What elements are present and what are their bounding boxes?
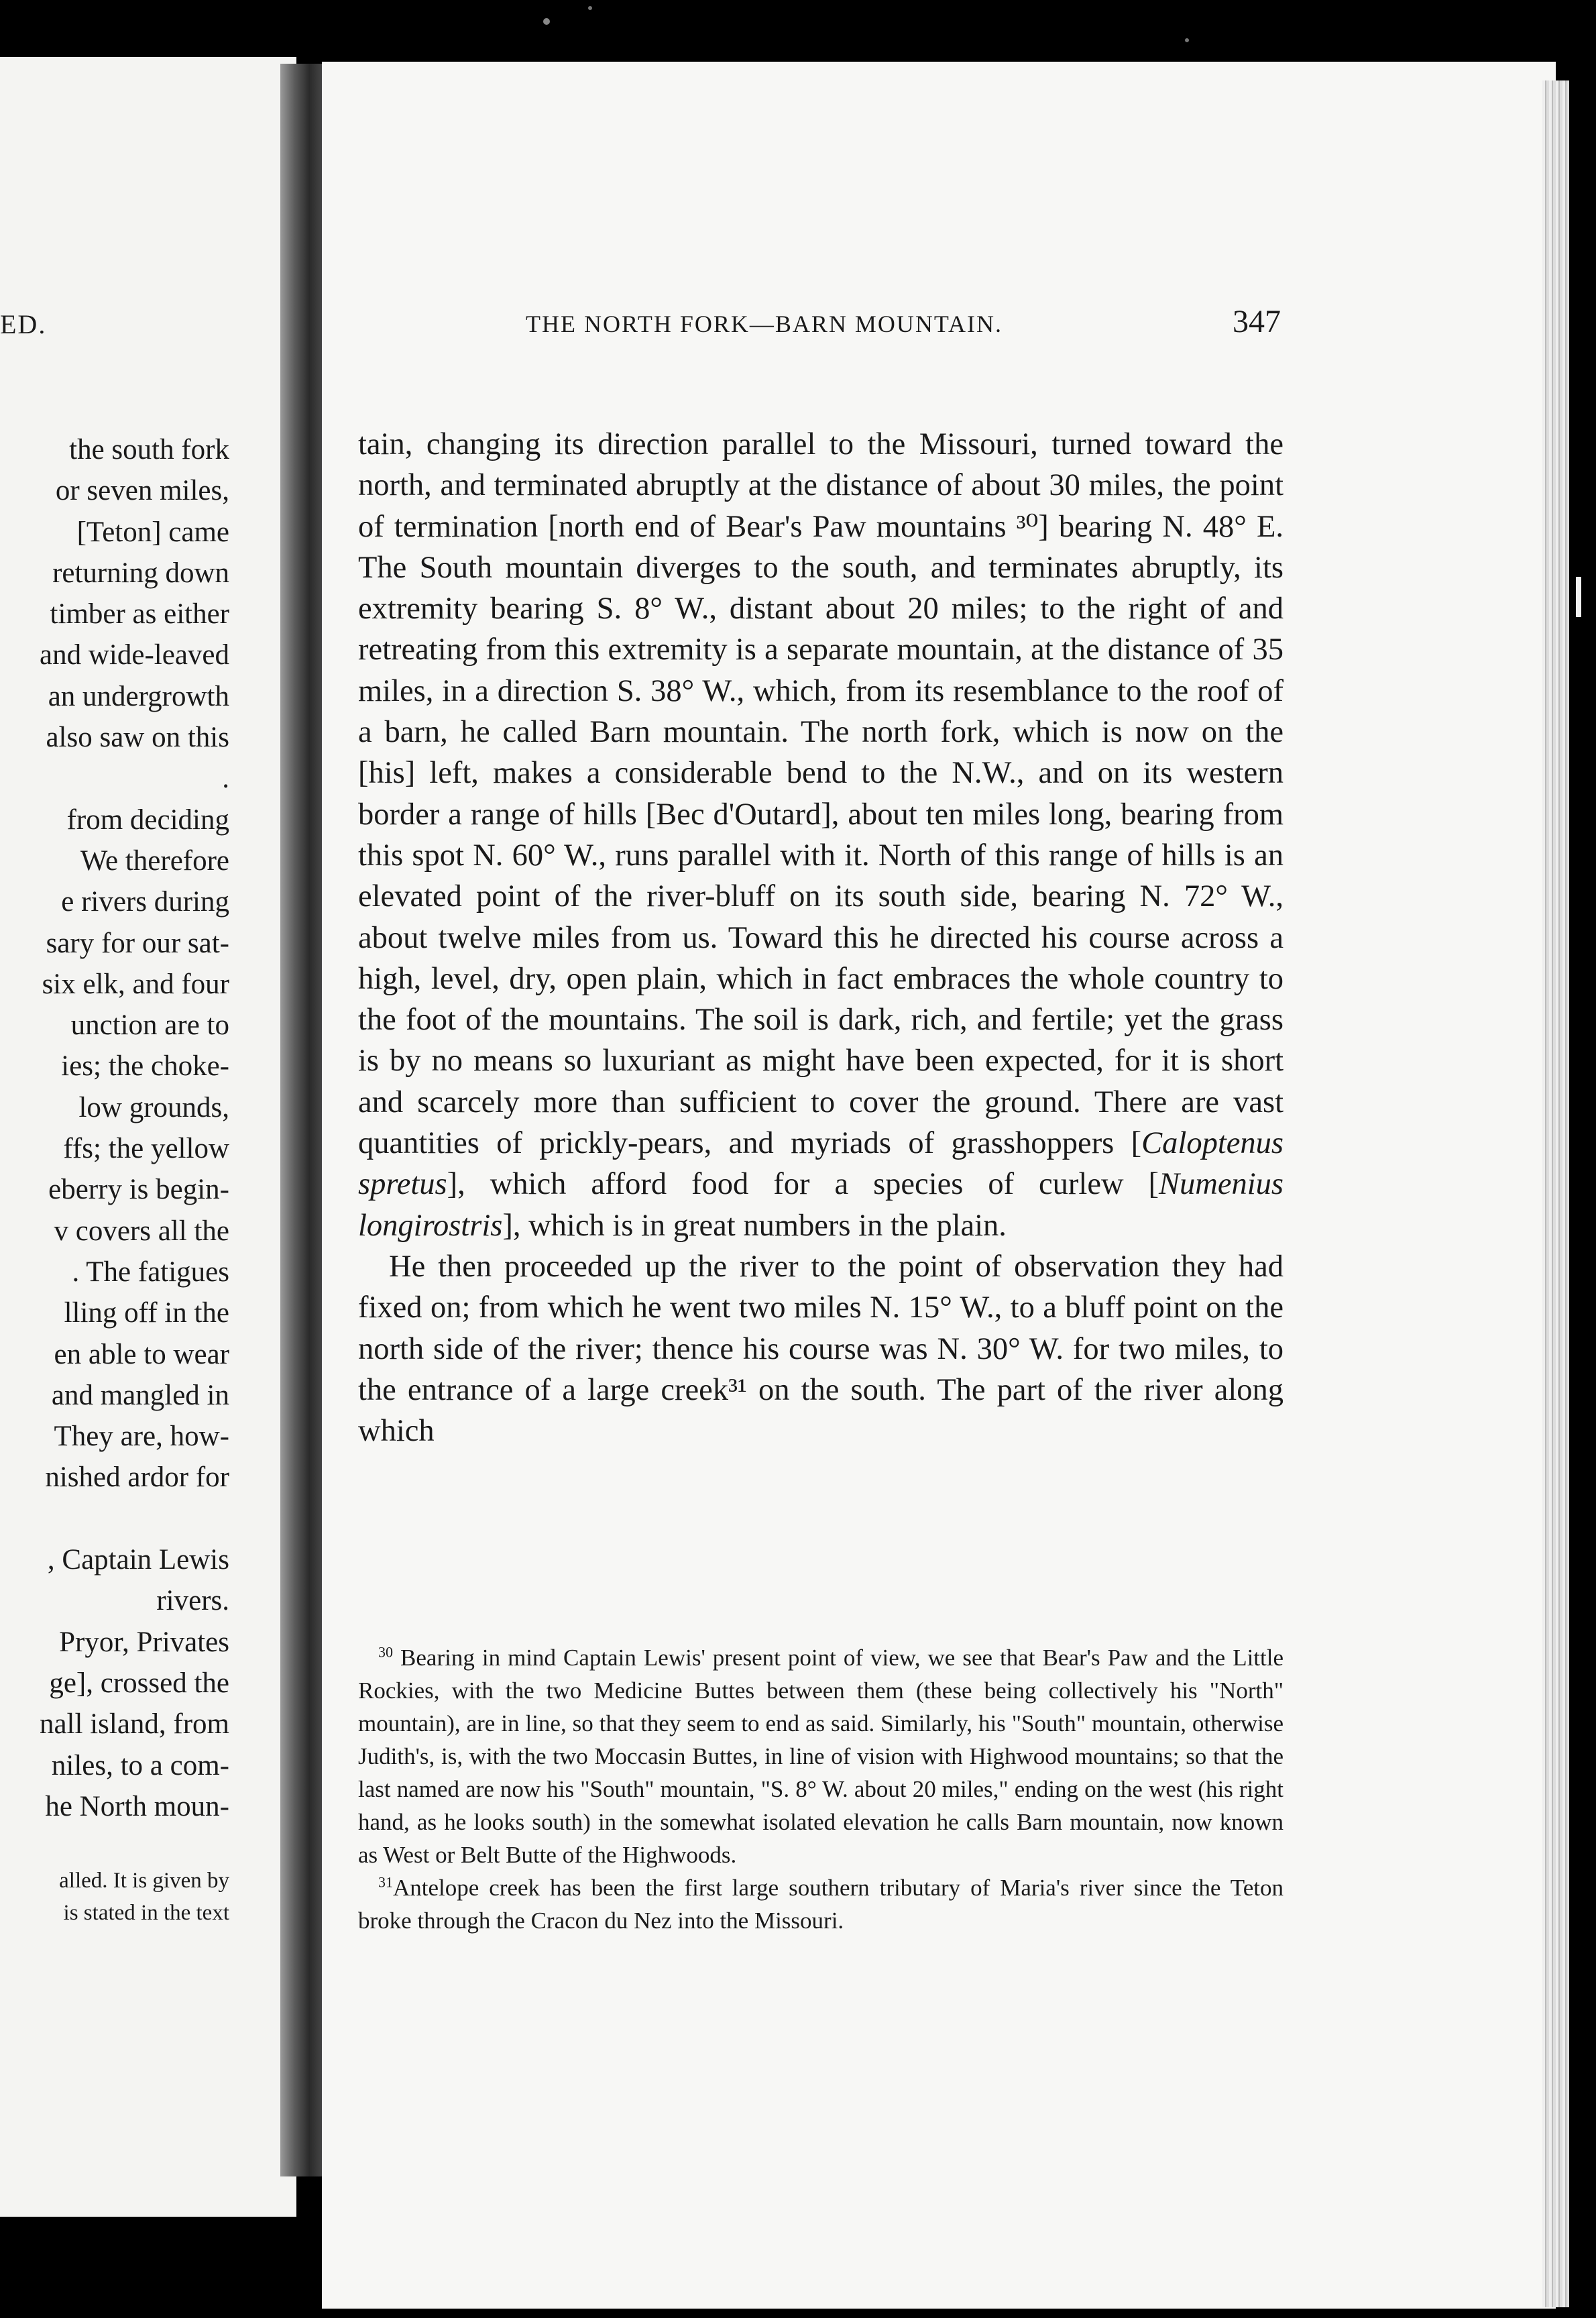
left-page-line: timber as either — [50, 598, 229, 630]
body-text — [358, 424, 1284, 1451]
left-page-line: rivers. — [156, 1585, 229, 1617]
footnote-31-marker: 31 — [378, 1873, 393, 1891]
left-page-line: e rivers during — [61, 886, 229, 918]
left-page-line: ies; the choke- — [61, 1050, 229, 1083]
left-page-line: niles, to a com- — [51, 1749, 229, 1781]
speck — [1576, 577, 1581, 617]
left-page-line: en able to wear — [54, 1338, 229, 1370]
footnote-30-text: Bearing in mind Captain Lewis' present point of view, we see that Bear's Paw and the Little Rockies, with the two Medicine Buttes between them (these being collectively his "North" mountain), are in line, so that they seem to end as said. Similarly, his "South" mountain, otherwise Judith's, is, with the two Moccasin Buttes, in line of vision with Highwood mountains; so that the last named are now his "South" mountain, "S. 8° W. about 20 miles," ending on the west (his right hand, as he looks south) in the somewhat isolated elevation he calls Barn mountain, now known as West or Belt Butte of the Highwoods. — [358, 1645, 1284, 1868]
page-number: 347 — [1233, 304, 1281, 339]
left-page-line: v covers all the — [54, 1215, 229, 1247]
left-page-line: We therefore — [80, 844, 229, 877]
left-page-line — [0, 1498, 229, 1539]
footnote-31 — [358, 1871, 1284, 1937]
left-page-line: he North moun- — [45, 1790, 229, 1822]
left-page-line: sary for our sat- — [46, 927, 229, 959]
left-facing-page — [0, 57, 296, 2217]
left-page-line: . — [222, 763, 229, 795]
left-page-line: Pryor, Privates — [59, 1626, 229, 1658]
left-page-line: nished ardor for — [45, 1461, 229, 1494]
left-note-line: is stated in the text — [63, 1901, 229, 1925]
left-page-line: eberry is begin- — [48, 1174, 229, 1206]
left-page-line: and wide-leaved — [40, 639, 229, 671]
left-page-line: and mangled in — [51, 1379, 229, 1411]
right-page — [322, 62, 1556, 2309]
left-page-line: also saw on this — [46, 722, 229, 754]
left-page-footnote-fragment — [0, 1865, 229, 1929]
left-running-head-fragment: ED. — [0, 309, 47, 339]
running-head: THE NORTH FORK—BARN MOUNTAIN. — [526, 311, 1003, 337]
paragraph-1: tain, changing its direction parallel to the Missouri, turned toward the north, and terminated abruptly at the distance of about 30 miles, the point of termination [north end of Bear's Paw mountains ³⁰] bearing N. 48° E. The South mountain diverges to the south, and terminates abruptly, its extremity bearing S. 8° W., distant about 20 miles; to the right of and retreating from this extremity is a separate mountain, at the distance of 35 miles, in a direction S. 38° W., which, from its resemblance to the roof of a barn, he called Barn mountain. The north fork, which is now on the [his] left, makes a considerable bend to the N.W., and on its western border a range of hills [Bec d'Outard], about ten miles long, bearing from this spot N. 60° W., runs parallel with it. North of this range of hills is an elevated point of the river-bluff on its south side, bearing N. 72° W., about twelve miles from us. Toward this he directed his course across a high, level, dry, open plain, which in fact embraces the whole country to the foot of the mountains. The soil is dark, rich, and fertile; yet the grass is by no means so luxuriant as might have been expected, for it is short and scarcely more than sufficient to cover the ground. There are vast quantities of prickly-pears, and myriads of grasshoppers [Caloptenus spretus], which afford food for a species of curlew [Numenius longirostris], which is in great numbers in the plain. — [358, 427, 1284, 1243]
speck — [588, 6, 592, 10]
left-page-line: [Teton] came — [76, 516, 229, 548]
left-page-line: . The fatigues — [72, 1256, 229, 1288]
left-page-line: or seven miles, — [55, 475, 229, 507]
left-page-text — [0, 429, 229, 1827]
footnote-31-text: Antelope creek has been the first large southern tributary of Maria's river since the Teton broke through the Cracon du Nez into the Missouri. — [358, 1875, 1284, 1934]
left-page-line: ge], crossed the — [49, 1667, 229, 1699]
left-page-line: from deciding — [66, 804, 229, 836]
left-page-line: unction are to — [70, 1009, 229, 1042]
left-page-line: ffs; the yellow — [63, 1133, 229, 1165]
left-note-line: alled. It is given by — [59, 1869, 229, 1893]
left-page-line: , Captain Lewis — [47, 1544, 229, 1576]
speck — [543, 18, 550, 25]
book-gutter — [280, 64, 322, 2176]
footnote-30-marker: 30 — [378, 1643, 393, 1661]
left-page-line: low grounds, — [78, 1091, 229, 1123]
left-page-line: an undergrowth — [48, 680, 229, 712]
footnote-30 — [358, 1641, 1284, 1871]
paragraph-2: He then proceeded up the river to the point of observation they had fixed on; from which he went two miles N. 15° W., to a bluff point on the north side of the river; thence his course was N. 30° W. for two miles, to the entrance of a large creek³¹ on the south. The part of the river along which — [358, 1249, 1284, 1449]
left-page-line: the south fork — [69, 434, 229, 465]
footnotes — [358, 1641, 1284, 1937]
left-page-line: They are, how- — [54, 1421, 229, 1453]
left-page-line: returning down — [52, 557, 229, 589]
page-fore-edge — [1542, 80, 1569, 2307]
speck — [1185, 38, 1189, 42]
left-page-line: nall island, from — [39, 1708, 229, 1741]
left-page-line: six elk, and four — [42, 968, 229, 1000]
left-page-line: lling off in the — [64, 1297, 229, 1329]
